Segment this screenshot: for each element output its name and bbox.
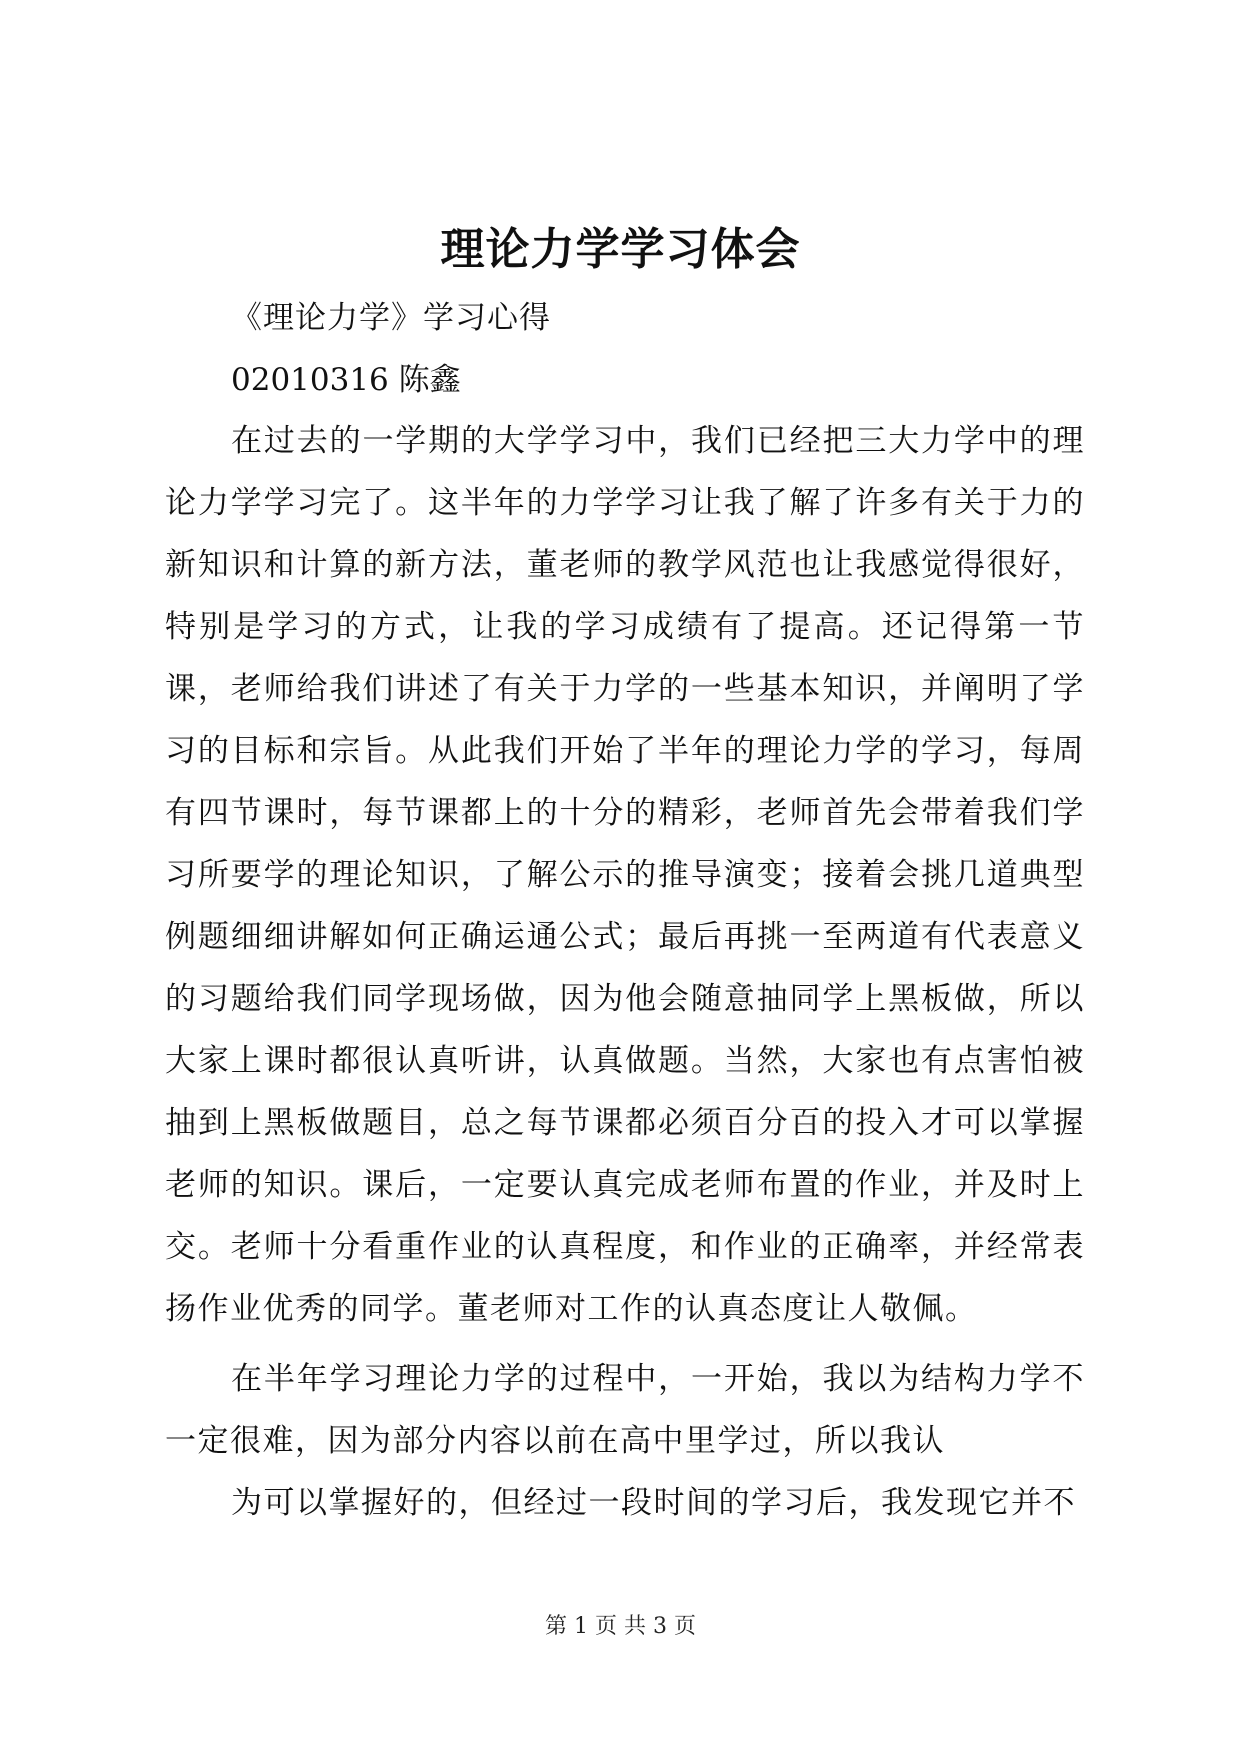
document-title: 理论力学学习体会 [440, 224, 801, 275]
body-paragraph-3: 为可以掌握好的，但经过一段时间的学习后，我发现它并不 [231, 1485, 1076, 1521]
body-paragraph-1: 在过去的一学期的大学学习中，我们已经把三大力学中的理论力学学习完了。这半年的力学学习让我了解了许多有关于力的新知识和计算的新方法，董老师的教学风范也让我感觉得很好，特别是学习的方式，让我的学习成绩有了提高。还记得第一节课，老师给我们讲述了有关于力学的一些基本知识，并阐明了学习的目标和宗旨。从此我们开始了半年的理论力学的学习，每周有四节课时，每节课都上的十分的精彩，老师首先会带着我们学习所要学的理论知识，了解公示的推导演变；接着会挑几道典型例题细细讲解如何正确运通公式；最后再挑一至两道有代表意义的习题给我们同学现场做，因为他会随意抽同学上黑板做，所以大家上课时都很认真听讲，认真做题。当然，大家也有点害怕被抽到上黑板做题目，总之每节课都必须百分百的投入才可以掌握老师的知识。课后，一定要认真完成老师布置的作业，并及时上交。老师十分看重作业的认真程度，和作业的正确率，并经常表扬作业优秀的同学。董老师对工作的认真态度让人敬佩。 [165, 423, 1085, 1327]
document-subtitle: 《理论力学》学习心得 [231, 300, 551, 336]
page-number-footer: 第 1 页 共 3 页 [545, 1614, 696, 1639]
body-paragraph-2: 在半年学习理论力学的过程中，一开始，我以为结构力学不一定很难，因为部分内容以前在高中里学过，所以我认 [165, 1361, 1085, 1459]
author-line: 02010316 陈鑫 [231, 362, 461, 398]
